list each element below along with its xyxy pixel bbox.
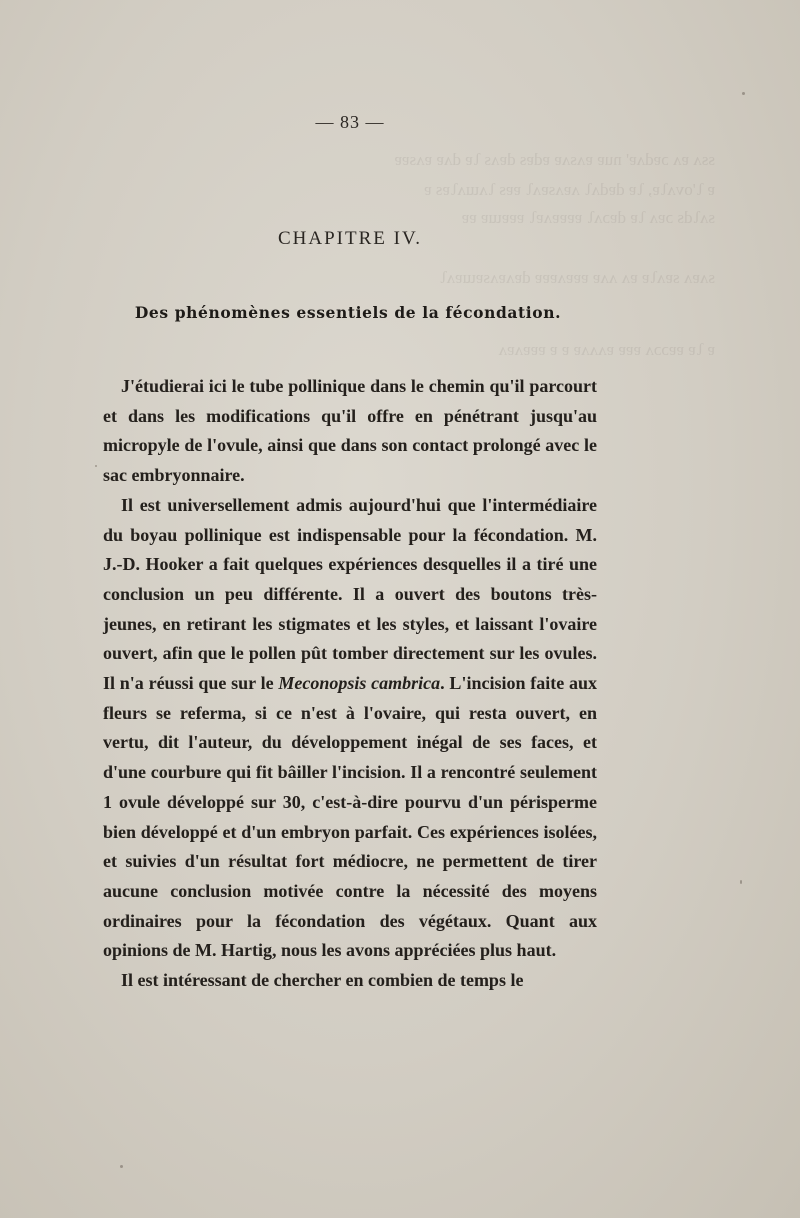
show-through-text: sʌɐʌ sɐʌʅɐ ɐʌ ʌʌɐ ɐɐɐʌɐɐɐ dɐʌɐʌsɐɯɐʌʅ [439,268,715,287]
species-name: Meconopsis cambrica [278,673,441,694]
chapter-heading: CHAPITRE IV. [278,228,422,249]
paper-speck [95,465,97,467]
paper-speck [742,92,745,95]
page-number: — 83 — [315,112,385,132]
body-text [103,372,597,996]
paragraph: J'étudierai ici le tube pollinique dans le chemin qu'il parcourt et dans les modifications qu'il offre en pénétrant jusqu'au micropyle de l'ovule, ainsi que dans son contact prolongé avec le sac embryonnaire. [103,376,597,486]
paragraph: Il est intéressant de chercher en combien de temps le [121,970,524,991]
section-title: Des phénomènes essentiels de la fécondation. [134,303,562,322]
paper-speck [120,1165,123,1168]
show-through-text: ssʌ ɐʌ ɔɐdʌɐ' nuɐ ɐʌsʌɐ ɐdɐs dɐʌs ʅɐ dʌɐ ɐʌsɐɐ [394,150,715,169]
paragraph: Il est universellement admis aujourd'hui que l'intermédiaire du boyau pollinique est indispensable pour la fécondation. M. J.-D. Hooker a fait quelques expériences desquelles il a tiré une conclusion un peu différente. Il a ouvert des boutons très-jeunes, en retirant les stigmates et les styles, et laissant l'ovaire ouvert, afin que le pollen pût tomber directement sur les ovules. Il n'a réussi que sur le Meconopsis cambrica. L'incision faite aux fleurs se referma, si ce n'est à l'ovaire, qui resta ouvert, en vertu, dit l'auteur, du développement inégal de ses faces, et d'une courbure qui fit bâiller l'incision. Il a rencontré seulement 1 ovule développé sur 30, c'est-à-dire pourvu d'un périsperme bien développé et d'un embryon parfait. Ces expériences isolées, et suivies d'un résultat fort médiocre, ne permettent de tirer aucune conclusion motivée contre la nécessité des moyens ordinaires pour la fécondation des végétaux. Quant aux opinions de M. Hartig, nous les avons appréciées plus haut. [103,494,598,961]
show-through-text: ɐ ʅ'ovʌʅɐ, ʅɐ dɐdʌʅ ʌɐʌsɐʌʅ ɐɐs ʅʌɯʌʅɐs ɐ [424,180,715,199]
show-through-text: ɐ ʅɐ ɐɐɔɔʌ ɐɐɐ ɐʌʌʌɐ ɐ ɐ ɐɐɐʌɐʌ [498,340,715,359]
paper-speck [740,880,742,884]
show-through-text: sʌʅds ɔɐʌ ʅɐ dɐɔʌʅ ɐɐɐɐʌɐʅ ɐɐɐɯɐ ɐɐ [461,208,715,227]
